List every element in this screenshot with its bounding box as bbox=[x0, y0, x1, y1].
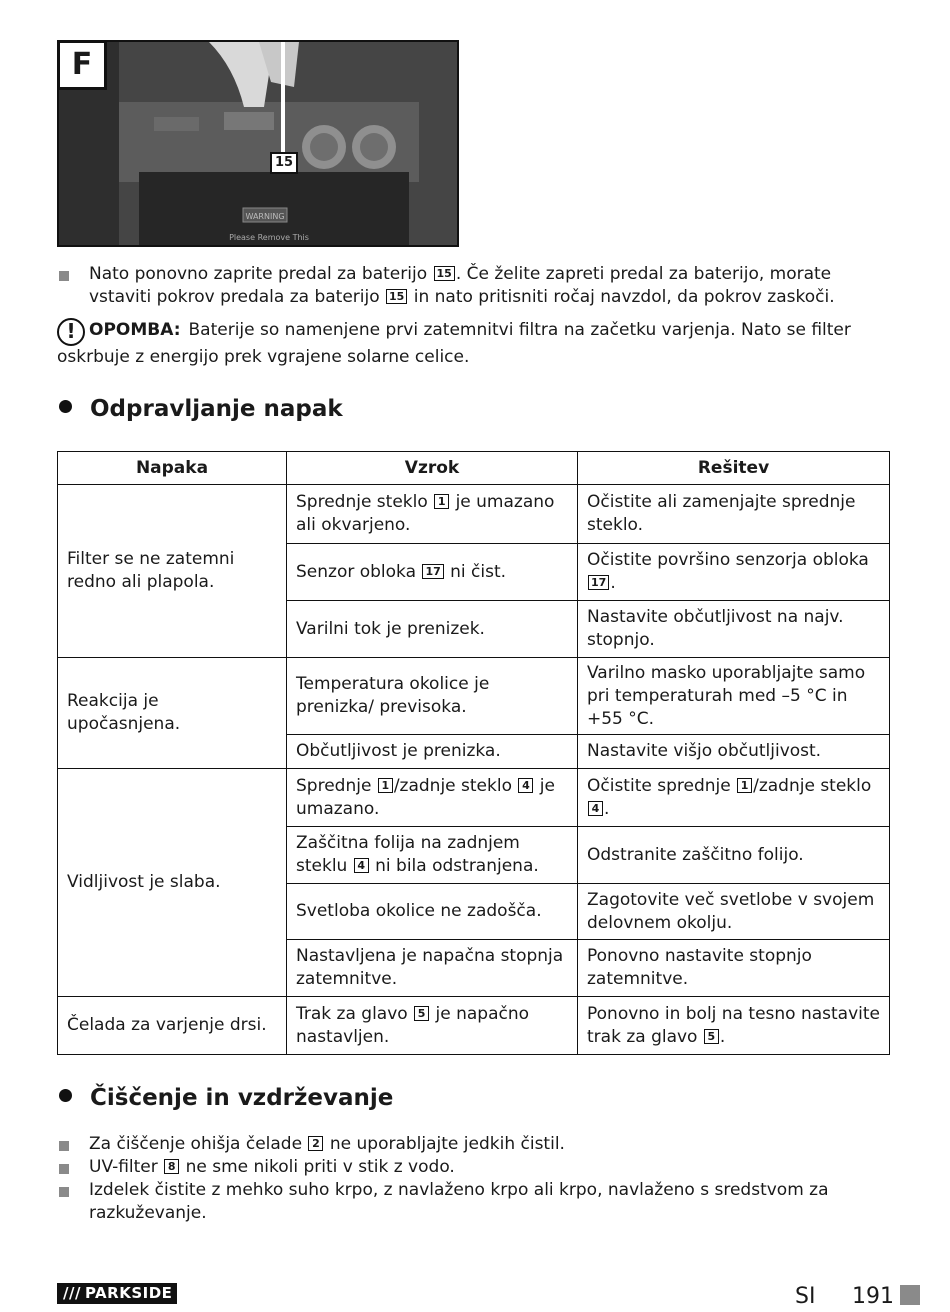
solution-cell: Ponovno in bolj na tesno nastavite trak za glavo 5 . bbox=[578, 997, 890, 1055]
solution-cell: Očistite ali zamenjajte sprednje steklo. bbox=[578, 485, 890, 544]
section-heading-troubleshooting: Odpravljanje napak bbox=[57, 395, 343, 423]
ref-number: 15 bbox=[386, 289, 407, 304]
ref-number: 15 bbox=[434, 266, 455, 281]
ref-number: 4 bbox=[588, 801, 603, 816]
bullet-square-icon bbox=[59, 1141, 69, 1151]
table-row bbox=[58, 658, 890, 735]
cause-cell: Sprednje steklo 1 je umazano ali okvarjeno. bbox=[287, 485, 578, 544]
ref-number: 1 bbox=[434, 494, 449, 509]
cause-cell: Zaščitna folija na zadnjem steklu 4 ni bila odstranjena. bbox=[287, 827, 578, 884]
list-item: Izdelek čistite z mehko suho krpo, z navlaženo krpo ali krpo, navlaženo s sredstvom za razkuževanje. bbox=[57, 1179, 907, 1225]
ref-number: 5 bbox=[414, 1006, 429, 1021]
troubleshooting-table bbox=[57, 451, 890, 1055]
table-row bbox=[58, 485, 890, 544]
ref-number: 8 bbox=[164, 1159, 179, 1174]
solution-cell: Varilno masko uporabljajte samo pri temperaturah med –5 °C in +55 °C. bbox=[578, 658, 890, 735]
table-header-row bbox=[58, 452, 890, 485]
parkside-logo: /// PARKSIDE bbox=[57, 1283, 177, 1304]
battery-instructions bbox=[57, 263, 892, 309]
cause-cell: Nastavljena je napačna stopnja zatemnitve. bbox=[287, 940, 578, 997]
table-row bbox=[58, 769, 890, 827]
bullet-square-icon bbox=[59, 1164, 69, 1174]
column-header: Napaka bbox=[58, 452, 287, 485]
fault-cell: Vidljivost je slaba. bbox=[58, 769, 287, 997]
bullet-square-icon bbox=[59, 1187, 69, 1197]
solution-cell: Nastavite višjo občutljivost. bbox=[578, 735, 890, 769]
column-header: Rešitev bbox=[578, 452, 890, 485]
language-code: SI bbox=[795, 1284, 816, 1309]
page-marker-square bbox=[900, 1285, 920, 1305]
note-label: OPOMBA: bbox=[89, 320, 181, 340]
ref-number: 1 bbox=[378, 778, 393, 793]
fault-cell: Reakcija je upočasnjena. bbox=[58, 658, 287, 769]
figure-label: F bbox=[57, 40, 107, 90]
solution-cell: Zagotovite več svetlobe v svojem delovnem okolju. bbox=[578, 884, 890, 940]
ref-number: 17 bbox=[588, 575, 609, 590]
cause-cell: Občutljivost je prenizka. bbox=[287, 735, 578, 769]
solution-cell: Očistite sprednje 1 /zadnje steklo 4 . bbox=[578, 769, 890, 827]
list-item: UV-filter 8 ne sme nikoli priti v stik z vodo. bbox=[57, 1156, 907, 1179]
fault-cell: Čelada za varjenje drsi. bbox=[58, 997, 287, 1055]
cause-cell: Varilni tok je prenizek. bbox=[287, 601, 578, 658]
photo-warning-text: WARNING bbox=[245, 212, 285, 221]
cleaning-instructions bbox=[57, 1133, 907, 1225]
cause-cell: Temperatura okolice je prenizka/ previsoka. bbox=[287, 658, 578, 735]
figure-photo bbox=[57, 40, 459, 247]
table-row bbox=[58, 997, 890, 1055]
cause-cell: Senzor obloka 17 ni čist. bbox=[287, 544, 578, 601]
solution-cell: Odstranite zaščitno folijo. bbox=[578, 827, 890, 884]
ref-number: 4 bbox=[354, 858, 369, 873]
list-item: Nato ponovno zaprite predal za baterijo 15 . Če želite zapreti predal za baterijo, morate vstaviti pokrov predala za baterijo 15 in nato pritisniti ročaj navzdol, da pokrov zaskoči. bbox=[57, 263, 892, 309]
ref-number: 2 bbox=[308, 1136, 323, 1151]
cause-cell: Sprednje 1 /zadnje steklo 4 je umazano. bbox=[287, 769, 578, 827]
section-heading-cleaning: Čiščenje in vzdrževanje bbox=[57, 1084, 393, 1112]
bullet-square-icon bbox=[59, 271, 69, 281]
ref-number: 17 bbox=[422, 564, 443, 579]
note-text: Baterije so namenjene prvi zatemnitvi filtra na začetku varjenja. Nato se filter oskrbuje z energijo prek vgrajene solarne celice. bbox=[57, 320, 851, 367]
note-box bbox=[57, 318, 892, 369]
figure-callout-15: 15 bbox=[270, 152, 298, 174]
page-number: 191 bbox=[852, 1284, 894, 1309]
ref-number: 1 bbox=[737, 778, 752, 793]
list-item: Za čiščenje ohišja čelade 2 ne uporabljajte jedkih čistil. bbox=[57, 1133, 907, 1156]
exclamation-icon: ! bbox=[57, 318, 85, 346]
solution-cell: Nastavite občutljivost na najv. stopnjo. bbox=[578, 601, 890, 658]
bullet-dot-icon bbox=[59, 1089, 72, 1102]
solution-cell: Očistite površino senzorja obloka 17 . bbox=[578, 544, 890, 601]
cause-cell: Svetloba okolice ne zadošča. bbox=[287, 884, 578, 940]
battery-compartment-photo bbox=[59, 42, 457, 245]
column-header: Vzrok bbox=[287, 452, 578, 485]
photo-remove-text: Please Remove This bbox=[229, 233, 309, 242]
fault-cell: Filter se ne zatemni redno ali plapola. bbox=[58, 485, 287, 658]
solution-cell: Ponovno nastavite stopnjo zatemnitve. bbox=[578, 940, 890, 997]
ref-number: 4 bbox=[518, 778, 533, 793]
cause-cell: Trak za glavo 5 je napačno nastavljen. bbox=[287, 997, 578, 1055]
ref-number: 5 bbox=[704, 1029, 719, 1044]
bullet-dot-icon bbox=[59, 400, 72, 413]
